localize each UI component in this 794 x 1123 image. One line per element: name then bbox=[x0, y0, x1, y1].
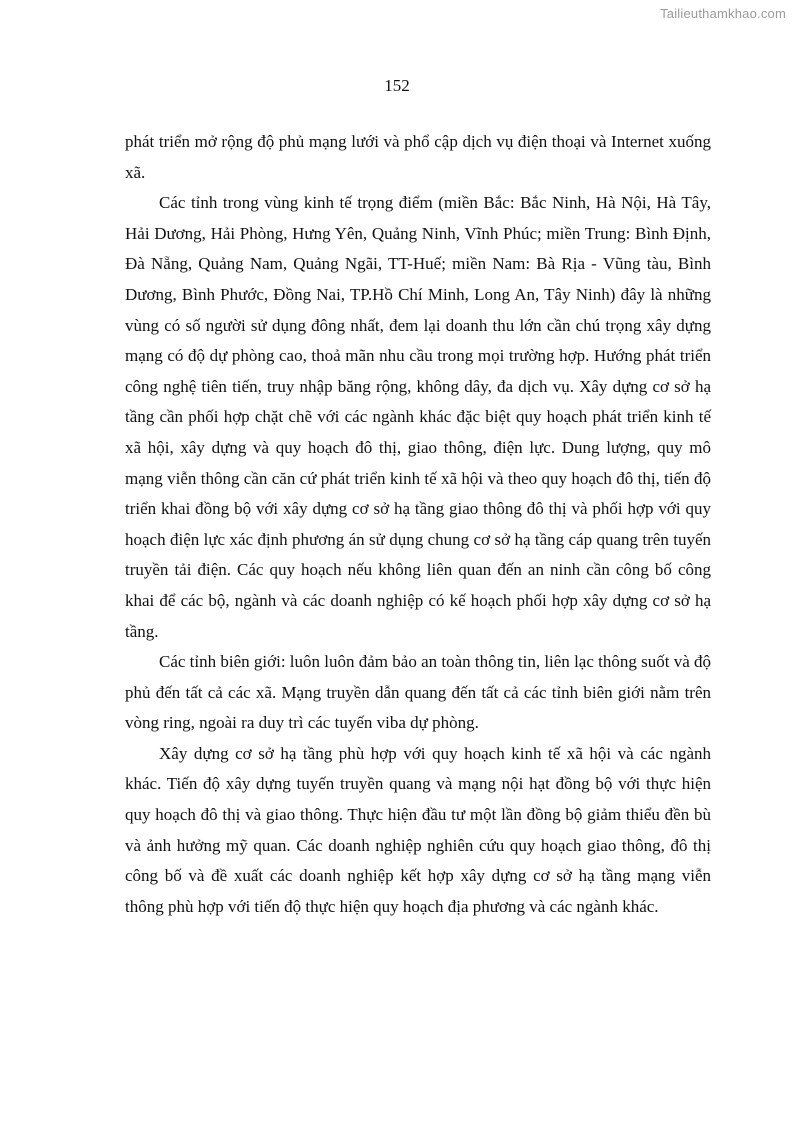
paragraph-continuation: phát triển mở rộng độ phủ mạng lưới và phổ cập dịch vụ điện thoại và Internet xuống xã. bbox=[125, 132, 711, 182]
page-number: 152 bbox=[384, 76, 410, 95]
paragraph-border-provinces: Các tỉnh biên giới: luôn luôn đảm bảo an toàn thông tin, liên lạc thông suốt và độ phủ đến tất cả các xã. Mạng truyền dẫn quang đến tất cả các tỉnh biên giới nằm trên vòng ring, ngoài ra duy trì các tuyến viba dự phòng. bbox=[125, 652, 711, 733]
paragraph-infrastructure: Xây dựng cơ sở hạ tầng phù hợp với quy hoạch kinh tế xã hội và các ngành khác. Tiến độ xây dựng tuyến truyền quang và mạng nội hạt đồng bộ với thực hiện quy hoạch đô thị và giao thông. Thực hiện đầu tư một lần đồng bộ giảm thiểu đền bù và ảnh hưởng mỹ quan. Các doanh nghiệp nghiên cứu quy hoạch giao thông, đô thị công bố và đề xuất các doanh nghiệp kết hợp xây dựng cơ sở hạ tầng mạng viễn thông phù hợp với tiến độ thực hiện quy hoạch địa phương và các ngành khác. bbox=[125, 743, 711, 916]
watermark-text: Tailieuthamkhao.com bbox=[660, 6, 786, 21]
document-body bbox=[125, 127, 711, 922]
paragraph-key-economic-regions: Các tỉnh trong vùng kinh tế trọng điểm (miền Bắc: Bắc Ninh, Hà Nội, Hà Tây, Hải Dương, Hải Phòng, Hưng Yên, Quảng Ninh, Vĩnh Phúc; miền Trung: Bình Định, Đà Nẵng, Quảng Nam, Quảng Ngãi, TT-Huế; miền Nam: Bà Rịa - Vũng tàu, Bình Dương, Bình Phước, Đồng Nai, TP.Hồ Chí Minh, Long An, Tây Ninh) đây là những vùng có số người sử dụng đông nhất, đem lại doanh thu lớn cần chú trọng xây dựng mạng có độ dự phòng cao, thoả mãn nhu cầu trong mọi trường hợp. Hướng phát triển công nghệ tiên tiến, truy nhập băng rộng, không dây, đa dịch vụ. Xây dựng cơ sở hạ tầng cần phối hợp chặt chẽ với các ngành khác đặc biệt quy hoạch phát triển kinh tế xã hội, xây dựng và quy hoạch đô thị, giao thông, điện lực. Dung lượng, quy mô mạng viễn thông cần căn cứ phát triển kinh tế xã hội và theo quy hoạch đô thị, tiến độ triển khai đồng bộ với xây dựng cơ sở hạ tầng giao thông đô thị và phối hợp với quy hoạch điện lực xác định phương án sử dụng chung cơ sở hạ tầng cáp quang trên tuyến truyền tải điện. Các quy hoạch nếu không liên quan đến an ninh cần công bố công khai để các bộ, ngành và các doanh nghiệp có kế hoạch phối hợp xây dựng cơ sở hạ tầng. bbox=[125, 193, 711, 641]
